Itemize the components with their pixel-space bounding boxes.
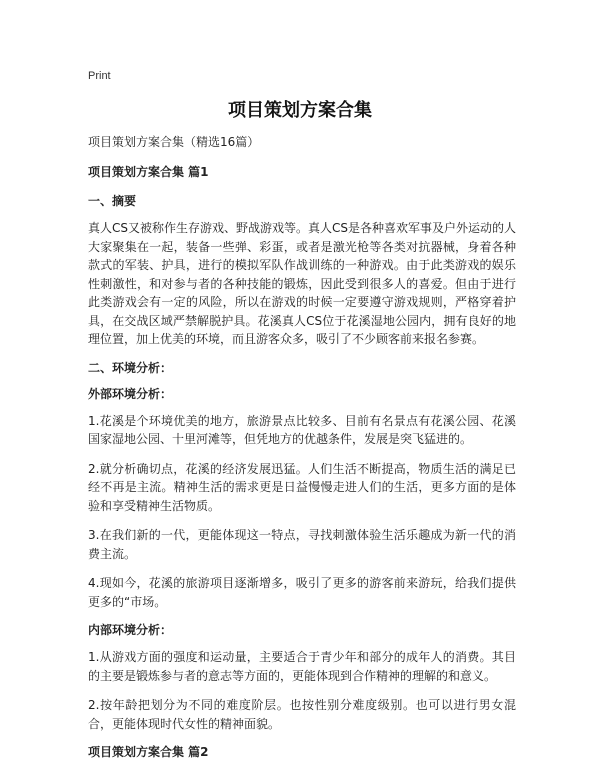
internal-analysis-heading: 内部环境分析：	[88, 623, 173, 637]
environment-heading: 二、环境分析：	[88, 360, 173, 375]
part-heading-2: 项目策划方案合集 篇2	[88, 745, 209, 759]
external-item-2: 2.就分析确切点，花溪的经济发展迅猛。人们生活不断提高，物质生活的满足已经不再是主流。精神生活的需求更是日益慢慢走进人们的生活，更多方面的是体验和享受精神生活物质。	[88, 461, 516, 513]
summary-paragraph: 真人CS又被称作生存游戏、野战游戏等。真人CS是各种喜欢军事及户外运动的人大家聚集在一起，装备一些弹、彩蛋，或者是激光枪等各类对抗器械，身着各种款式的军装、护具，进行的模拟军队作战训练的一种游戏。由于此类游戏的娱乐性刺激性，和对参与者的各种技能的锻炼，因此受到很多人的喜爱。但由于进行此类游戏会有一定的风险，所以在游戏的时候一定要遵守游戏规则，严格穿着护具，在交战区域严禁解脱护具。花溪真人CS位于花溪湿地公园内，拥有良好的地理位置，加上优美的环境，而且游客众多，吸引了不少顾客前来报名参赛。	[88, 221, 516, 346]
external-analysis-heading: 外部环境分析：	[88, 386, 173, 401]
print-link[interactable]: Print	[88, 70, 111, 82]
document-body	[88, 134, 516, 773]
internal-item-2: 2.按年龄把划分为不同的难度阶层。也按性别分难度级别。也可以进行男女混合，更能体现时代女性的精神面貌。	[88, 698, 516, 731]
external-item-4: 4.现如今，花溪的旅游项目逐渐增多，吸引了更多的游客前来游玩，给我们提供更多的“市场。	[88, 576, 516, 609]
internal-item-1: 1.从游戏方面的强度和运动量，主要适合于青少年和部分的成年人的消费。其目的主要是锻炼参与者的意志等方面的，更能体现到合作精神的理解的和意义。	[88, 650, 516, 683]
external-item-3: 3.在我们新的一代，更能体现这一特点，寻找刺激体验生活乐趣成为新一代的消费主流。	[88, 528, 516, 561]
part-heading-1: 项目策划方案合集 篇1	[88, 165, 209, 179]
summary-heading: 一、摘要	[88, 194, 137, 208]
document-subtitle: 项目策划方案合集（精选16篇）	[88, 135, 260, 149]
page-title: 项目策划方案合集	[228, 100, 372, 121]
external-item-1: 1.花溪是个环境优美的地方，旅游景点比较多、目前有名景点有花溪公园、花溪国家湿地公园、十里河滩等，但凭地方的优越条件，发展是突飞猛进的。	[88, 413, 516, 446]
